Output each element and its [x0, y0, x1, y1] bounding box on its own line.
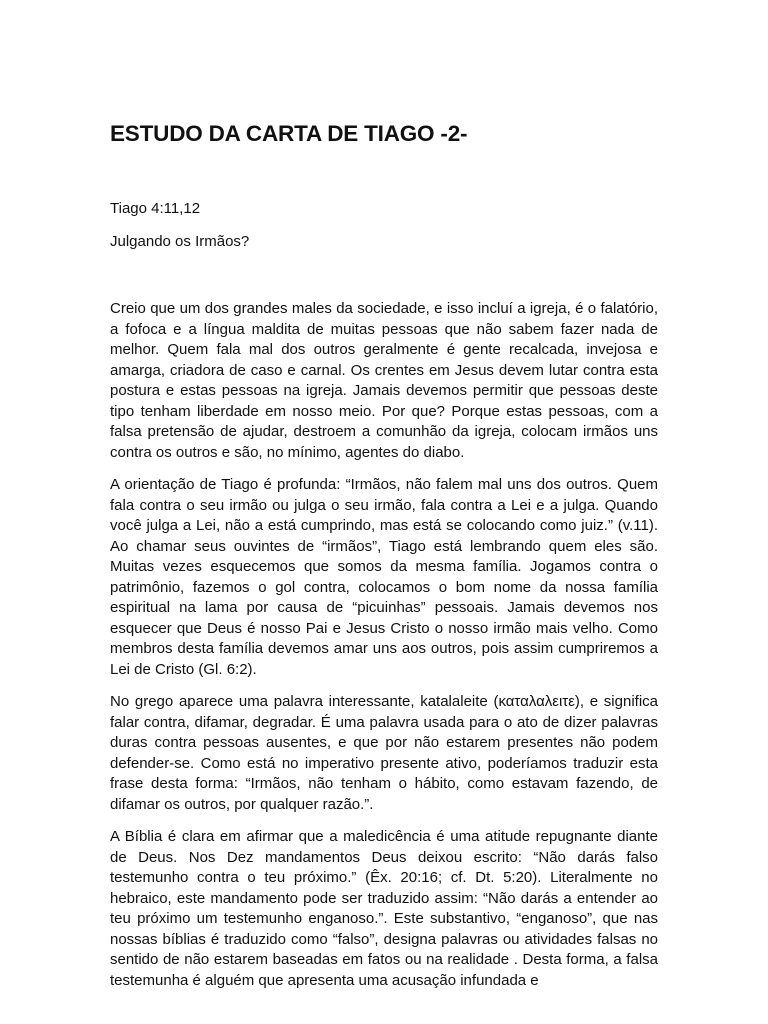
document-title: ESTUDO DA CARTA DE TIAGO -2- [110, 121, 468, 146]
paragraph-3: No grego aparece uma palavra interessante, katalaleite (καταλαλειτε), e significa falar contra, difamar, degradar. É uma palavra usada para o ato de dizer palavras duras contra pessoas ausentes, e que por não estarem presentes não podem defender-se. Como está no imperativo presente ativo, poderíamos traduzir esta frase desta forma: “Irmãos, não tenham o hábito, como estavam fazendo, de difamar os outros, por qualquer razão.”. [110, 693, 658, 813]
paragraph-4: A Bíblia é clara em afirmar que a maledicência é uma atitude repugnante diante de Deus. Nos Dez mandamentos Deus deixou escrito: “Não darás falso testemunho contra o teu próximo.” (Êx. 20:16; cf. Dt. 5:20). Literalmente no hebraico, este mandamento pode ser traduzido assim: “Não darás a entender ao teu próximo um testemunho enganoso.”. Este substantivo, “enganoso”, que nas nossas bíblias é traduzido como “falso”, designa palavras ou atividades falsas no sentido de não estarem baseadas em fatos ou na realidade . Desta forma, a falsa testemunha é alguém que apresenta uma acusação infundada e [110, 828, 658, 989]
paragraph-2: A orientação de Tiago é profunda: “Irmãos, não falem mal uns dos outros. Quem fala contra o seu irmão ou julga o seu irmão, fala contra a Lei e a julga. Quando você julga a Lei, não a está cumprindo, mas está se colocando como juiz.” (v.11). Ao chamar seus ouvintes de “irmãos”, Tiago está lembrando quem eles são. Muitas vezes esquecemos que somos da mesma família. Jogamos contra o patrimônio, fazemos o gol contra, colocamos o bom nome da nossa família espiritual na lama por causa de “picuinhas” pessoais. Jamais devemos nos esquecer que Deus é nosso Pai e Jesus Cristo o nosso irmão mais velho. Como membros desta família devemos amar uns aos outros, pois assim cumpriremos a Lei de Cristo (Gl. 6:2). [110, 476, 658, 678]
scripture-reference: Tiago 4:11,12 [110, 200, 201, 217]
section-subtitle: Julgando os Irmãos? [110, 233, 250, 250]
paragraph-1: Creio que um dos grandes males da sociedade, e isso incluí a igreja, é o falatório, a fofoca e a língua maldita de muitas pessoas que não sabem fazer nada de melhor. Quem fala mal dos outros geralmente é gente recalcada, invejosa e amarga, criadora de caso e carnal. Os crentes em Jesus devem lutar contra esta postura e estas pessoas na igreja. Jamais devemos permitir que pessoas deste tipo tenham liberdade em nosso meio. Por que? Porque estas pessoas, com a falsa pretensão de ajudar, destroem a comunhão da igreja, colocam irmãos uns contra os outros e são, no mínimo, agentes do diabo. [110, 300, 658, 461]
body-text [110, 299, 658, 1003]
